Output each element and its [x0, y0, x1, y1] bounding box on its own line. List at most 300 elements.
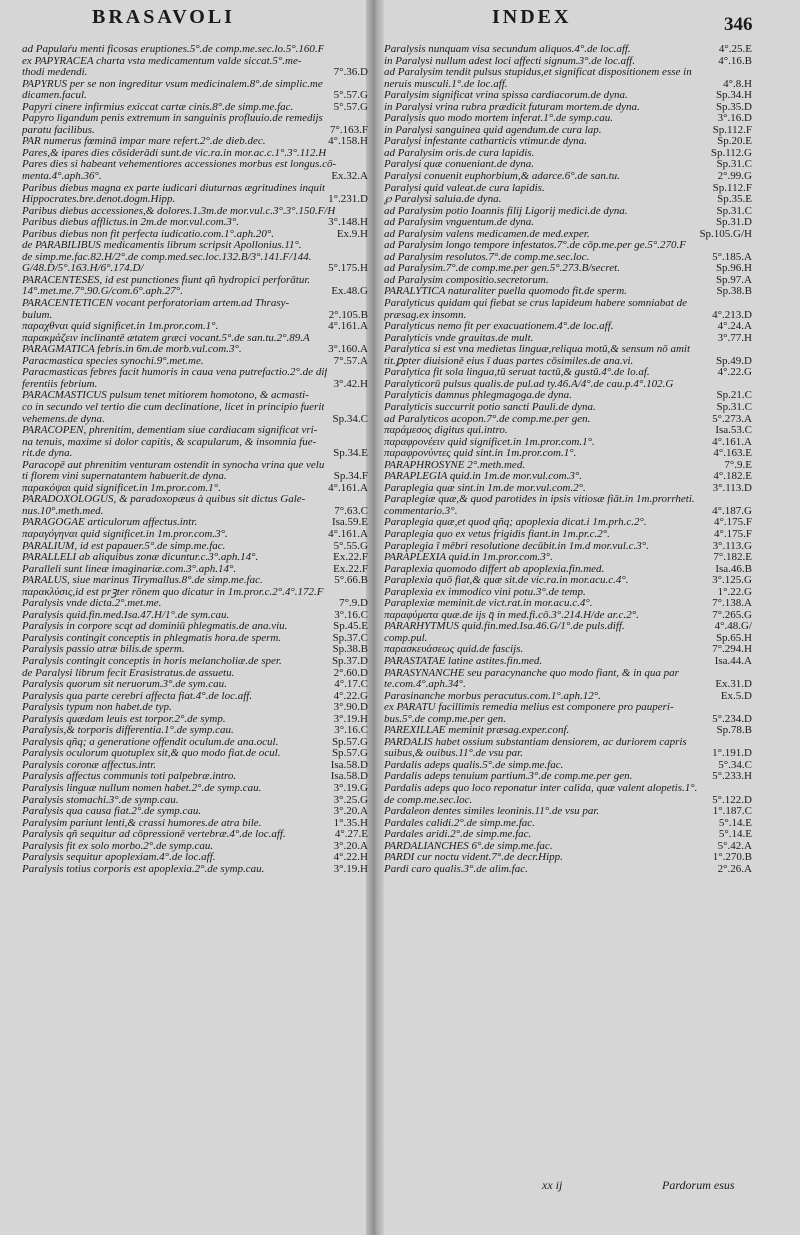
index-entry — [384, 217, 752, 229]
running-head-left: BRASAVOLI — [92, 6, 235, 28]
entry-text: Paribus diebus accessiones,& dolores.1.3m.de mor.vul.c.3°.3°.150.F/H — [22, 205, 336, 217]
entry-text: παρακλύσις,id est prꝫter rōnem quo dicatur in 1m.pror.c.2°.4°.172.F — [22, 586, 324, 598]
entry-text: PARACMASTICUS pulsum tenet mitiorem homotono, & acmasti- — [22, 390, 309, 402]
entry-text: Paralysis qua causa fiat.2°.de symp.cau. — [22, 806, 202, 818]
entry-text: thodi medendi. — [22, 67, 88, 79]
entry-reference — [748, 344, 752, 356]
entry-reference: Sp.96.H — [715, 263, 752, 275]
index-entry — [384, 206, 752, 218]
index-entry — [22, 795, 368, 807]
index-entry — [384, 864, 752, 876]
entry-reference: Isa.44.A — [714, 655, 752, 667]
entry-text: ti florem vini supernatantem habuerit.de dyna. — [22, 471, 227, 483]
entry-text: paratu facilibus. — [22, 124, 95, 136]
entry-reference: 4°.27.E — [334, 829, 368, 841]
index-entry — [22, 691, 368, 703]
index-entry — [22, 171, 368, 183]
index-entry — [22, 483, 368, 495]
entry-text: PARACENTESES, id est punctiones fiunt qñ hydropici perforātur. — [22, 274, 311, 286]
index-entry — [22, 806, 368, 818]
index-entry — [22, 760, 368, 772]
entry-text: παραγόγηναι quid significet.in 1m.pror.com.3°. — [22, 528, 228, 540]
entry-reference: 4°.22.H — [333, 852, 368, 864]
index-entry — [384, 852, 752, 864]
book-gutter — [366, 0, 384, 1235]
entry-text: Paralysis in corpore scqt ad dominiū phlegmatis.de ana.viu. — [22, 621, 288, 633]
entry-text: Paralysis oculorum quotuplex sit,& quo modo fiat.de ocul. — [22, 748, 281, 760]
entry-text: παράμεσος digitus qui.intro. — [384, 425, 508, 437]
entry-text: suibus,& ouibus.11°.de vsu par. — [384, 748, 523, 760]
entry-text: Paralysis quid.fin.med.Isa.47.H/1°.de sym.cau. — [22, 609, 230, 621]
index-entry — [384, 771, 752, 783]
index-entry — [384, 183, 752, 195]
entry-text: ad Paralysim.7°.de comp.me.per gen.5°.273.B/secret. — [384, 263, 620, 275]
index-entry — [384, 90, 752, 102]
entry-text: Pares dies si habeant vehementiores accessiones morbus est longus.cō- — [22, 159, 337, 171]
entry-text: Paralysi conuenit euphorbium,& adarce.6°.de san.tu. — [384, 171, 620, 183]
entry-text: Paralysis quorum sit neruorum.3°.de sym.cau. — [22, 679, 227, 691]
entry-text: Paraplexia ex immodico vini potu.3°.de temp. — [384, 586, 586, 598]
entry-text: Paralysis fit ex solo morbo.2°.de symp.cau. — [22, 840, 214, 852]
entry-reference: 1°.35.H — [333, 817, 368, 829]
index-entry — [22, 656, 368, 668]
entry-reference: 1°.191.D — [712, 748, 752, 760]
entry-text: Paralleli sunt lineæ imaginariæ.com.3°.aph.14°. — [22, 563, 237, 575]
entry-reference: 4°.22.G — [717, 367, 752, 379]
index-entry — [22, 286, 368, 298]
running-head-right: INDEX — [492, 6, 572, 28]
entry-text: menta.4°.aph.36°. — [22, 171, 102, 183]
index-entry — [384, 760, 752, 772]
index-entry — [22, 564, 368, 576]
entry-reference: 7°.163.F — [329, 124, 368, 136]
index-entry — [22, 310, 368, 322]
entry-text: ad Papulaŕu menti ficosas eruptiones.5°.de comp.me.sec.lo.5°.160.F — [22, 44, 325, 55]
entry-text: ex PARATU facillimis remedia melius est componere pro pauperi- — [384, 702, 674, 714]
entry-text: Paraplegiæ quæ,& quod parotides in ipsis vitiosæ fiāt.in 1m.prorrheti. — [384, 494, 695, 506]
index-entry — [384, 621, 752, 633]
entry-text: Paralysis affectus communis toti palpebræ.intro. — [22, 771, 237, 783]
entry-reference: Sp.31.C — [716, 159, 752, 171]
entry-text: Paralysis quo modo mortem inferat.1°.de symp.cau. — [384, 113, 613, 125]
index-entry — [384, 795, 752, 807]
index-entry — [384, 841, 752, 853]
index-entry — [22, 864, 368, 876]
entry-reference — [748, 379, 752, 391]
entry-reference: Sp.35.E — [717, 194, 752, 206]
entry-reference — [748, 67, 752, 79]
index-entry — [22, 725, 368, 737]
entry-reference: 2°.60.D — [333, 667, 368, 679]
entry-reference: 5°.234.D — [712, 713, 752, 725]
entry-reference: Ex.32.A — [331, 171, 368, 183]
entry-text: Paralysis totius corporis est apoplexia.2°.de symp.cau. — [22, 863, 265, 875]
entry-reference: Sp.34.E — [333, 448, 368, 460]
entry-text: ad Paralysim potio Ioannis filij Ligorij medici.de dyna. — [384, 205, 628, 217]
index-entry — [384, 702, 752, 714]
entry-text: te.com.4°.aph.34°. — [384, 679, 466, 691]
entry-text: de PARABILIBUS medicamentis librum scripsit Apollonius.11°. — [22, 240, 302, 252]
index-entry — [22, 333, 368, 345]
index-entry — [384, 136, 752, 148]
entry-text: præsag.ex insomn. — [384, 309, 467, 321]
entry-text: Paracmastica species synochi.9°.met.me. — [22, 355, 204, 367]
entry-reference: Ex.9.H — [336, 228, 368, 240]
index-entry — [22, 252, 368, 264]
entry-reference — [748, 737, 752, 749]
index-entry — [22, 610, 368, 622]
entry-text: Pardalis adeps qualis.5°.de simp.me.fac. — [384, 759, 564, 771]
index-entry — [22, 206, 368, 218]
page-number: 346 — [724, 14, 753, 35]
entry-reference — [364, 494, 368, 506]
entry-reference: Sp.45.E — [333, 621, 368, 633]
entry-reference: 5°.185.A — [712, 251, 752, 263]
entry-text: Paralysis sequitur apoplexiam.4°.de loc.aff. — [22, 852, 216, 864]
index-entry — [22, 633, 368, 645]
index-entry — [384, 668, 752, 680]
entry-text: in Paralysi sanguinea quid agendum.de cura lap. — [384, 124, 602, 136]
entry-text: na tenuis, maxime si dolor capitis, & scapularum, & insomnia fue- — [22, 436, 317, 448]
index-entry — [384, 310, 752, 322]
entry-reference: 7°.265.G — [712, 609, 752, 621]
entry-reference: 5°.34.C — [718, 759, 752, 771]
index-entry — [384, 344, 752, 356]
entry-reference: Isa.46.B — [715, 563, 752, 575]
entry-text: Paraplexia quomodo differt ab apoplexia.fin.med. — [384, 563, 605, 575]
index-entry — [22, 575, 368, 587]
index-entry — [384, 390, 752, 402]
index-entry — [22, 748, 368, 760]
entry-reference: Sp.49.D — [715, 355, 752, 367]
entry-reference — [364, 390, 368, 402]
entry-text: Paribus diebus non fit perfecta iudicatio.com.1°.aph.20°. — [22, 228, 274, 240]
entry-text: Paraplegia quæ,et quod qñq; apoplexia dicat.i 1m.prh.c.2°. — [384, 517, 647, 529]
entry-text: Paralyticorū pulsus qualis.de pul.ad ty.46.A/4°.de cau.p.4°.102.G — [384, 378, 674, 390]
entry-reference: 5°.233.H — [712, 771, 752, 783]
entry-reference: Isa.58.D — [330, 771, 368, 783]
entry-reference: 4°.213.D — [712, 309, 752, 321]
index-entry — [22, 668, 368, 680]
entry-reference: Sp.31.C — [716, 205, 752, 217]
index-entry — [384, 679, 752, 691]
entry-reference: 3°.77.H — [717, 332, 752, 344]
entry-text: PARASYNANCHE seu paracynanche quo modo fiant, & in qua par — [384, 667, 679, 679]
entry-text: Parasinanche morbus peracutus.com.1°.aph.12°. — [384, 690, 601, 702]
entry-text: Paralysis typum non habet.de typ. — [22, 702, 172, 714]
index-entry — [22, 321, 368, 333]
index-entry — [22, 148, 368, 160]
entry-text: tit.ꝑpter diuisionē eius ī duas partes cōsimiles.de ana.vi. — [384, 355, 634, 367]
index-entry — [22, 448, 368, 460]
entry-reference: 4°.16.B — [718, 55, 752, 67]
index-entry — [384, 148, 752, 160]
entry-text: παρακμάζειν inclinantē ætatem græci vocant.5°.de san.tu.2°.89.A — [22, 332, 310, 344]
entry-text: PARDALIS habet ossium substantiam densiorem, ac duriorem capris — [384, 736, 687, 748]
entry-reference: 4°.17.C — [334, 679, 368, 691]
index-entry — [22, 194, 368, 206]
entry-text: Paraplegia ī mēbri resolutione decūbit.in 1m.d mor.vul.c.3°. — [384, 540, 649, 552]
entry-reference: Ex.5.D — [720, 690, 752, 702]
entry-reference: 5°.55.G — [333, 540, 368, 552]
index-entry — [384, 252, 752, 264]
entry-reference: 2°.26.A — [717, 863, 752, 875]
entry-text: ad Paralysim valens medicamen.de med.exper. — [384, 228, 590, 240]
entry-text: bulum. — [22, 309, 53, 321]
entry-text: Paralysis nunquam visa secundum aliquos.4°.de loc.aff. — [384, 44, 631, 55]
entry-reference: Isa.59.E — [331, 517, 368, 529]
entry-reference: 4°.175.F — [713, 517, 752, 529]
entry-text: Paralyticus quidam qui fiebat se crus lapideum habere somniabat de — [384, 298, 687, 310]
index-entry — [384, 598, 752, 610]
index-entry — [22, 217, 368, 229]
entry-reference: Sp.21.C — [716, 390, 752, 402]
index-entry — [22, 737, 368, 749]
index-entry — [22, 229, 368, 241]
entry-text: rit.de dyna. — [22, 448, 73, 460]
entry-text: PARAGOGAE articulorum affectus.intr. — [22, 517, 198, 529]
entry-reference: 4°.22.G — [333, 690, 368, 702]
entry-text: Pares,& ipares dies cōsiderādi sunt.de vic.ra.in mor.ac.c.1°.3°.112.H — [22, 147, 327, 159]
index-entry — [22, 263, 368, 275]
entry-reference: 3°.16.C — [334, 725, 368, 737]
index-entry — [22, 136, 368, 148]
entry-reference: 5°.14.E — [718, 829, 752, 841]
entry-text: Hippocrates.bre.denot.dogm.Hipp. — [22, 194, 176, 206]
index-entry — [384, 633, 752, 645]
entry-reference: Sp.112.F — [712, 124, 752, 136]
entry-text: Pardalis adeps tenuium partium.3°.de comp.me.per gen. — [384, 771, 633, 783]
index-entry — [22, 159, 368, 171]
index-entry — [384, 229, 752, 241]
entry-reference: 3°.148.H — [328, 217, 368, 229]
entry-reference: 5°.273.A — [712, 413, 752, 425]
entry-text: vehemens.de dyna. — [22, 413, 105, 425]
entry-text: PARAGMATICA febris.in 6m.de morb.vul.com.3°. — [22, 344, 242, 356]
entry-text: PARALYTICA naturaliter puella quomodo fit.de sperm. — [384, 286, 627, 298]
entry-reference: Sp.34.C — [332, 413, 368, 425]
entry-text: Paralysis,& torporis differentia.1°.de symp.cau. — [22, 725, 234, 737]
entry-text: PARALUS, siue marinus Tirymallus.8°.de simp.me.fac. — [22, 575, 263, 587]
entry-reference: 4°.161.A — [712, 436, 752, 448]
entry-reference: 4°.182.E — [713, 471, 752, 483]
entry-reference: 3°.90.D — [333, 702, 368, 714]
entry-reference — [364, 275, 368, 287]
entry-reference: 4°.175.F — [713, 528, 752, 540]
entry-reference — [364, 252, 368, 264]
index-entry — [22, 183, 368, 195]
index-entry — [22, 414, 368, 426]
index-entry — [22, 344, 368, 356]
entry-reference — [364, 44, 368, 56]
entry-text: in Paralysi nullum adest loci affecti signum.3°.de loc.aff. — [384, 55, 635, 67]
entry-reference: 7°.182.E — [713, 552, 752, 564]
index-entry — [22, 818, 368, 830]
entry-reference: 5°.122.D — [712, 794, 752, 806]
entry-reference: Ex.22.F — [333, 563, 368, 575]
entry-reference: 1°.270.B — [712, 852, 752, 864]
index-entry — [384, 460, 752, 472]
index-entry — [384, 194, 752, 206]
entry-reference: Sp.38.B — [716, 286, 752, 298]
entry-reference — [748, 240, 752, 252]
entry-reference: Sp.97.A — [715, 274, 752, 286]
index-entry — [384, 714, 752, 726]
index-entry — [384, 471, 752, 483]
entry-reference: 4°.161.A — [328, 321, 368, 333]
entry-text: bus.5°.de comp.me.per gen. — [384, 713, 507, 725]
entry-text: παρακόψαι quid significet.in 1m.pror.com.1°. — [22, 482, 221, 494]
entry-reference: 4°.161.A — [328, 482, 368, 494]
entry-reference: 4°.163.E — [713, 448, 752, 460]
entry-reference: 3°.19.G — [333, 783, 368, 794]
index-entry — [22, 517, 368, 529]
index-entry — [384, 125, 752, 137]
entry-reference: 7°.57.A — [333, 355, 368, 367]
entry-reference: Sp.78.B — [716, 725, 752, 737]
entry-reference: 5°.57.G — [333, 101, 368, 113]
index-entry — [384, 587, 752, 599]
entry-reference: Sp.20.E — [717, 136, 752, 148]
entry-reference — [748, 668, 752, 680]
entry-text: Paralysis qñq; a generatione offendit oculum.de ana.ocul. — [22, 736, 279, 748]
entry-reference — [364, 206, 368, 218]
entry-text: Paralysis coronæ affectus.intr. — [22, 759, 157, 771]
entry-text: ad Paralysim compositio.secretorum. — [384, 274, 549, 286]
entry-text: PAR numerus fœminā impar mare refert.2°.de dieb.dec. — [22, 136, 266, 148]
index-entry — [22, 79, 368, 91]
entry-text: ad Paralysim resolutos.7°.de comp.me.sec.loc. — [384, 251, 590, 263]
entry-reference: 7°.138.A — [712, 598, 752, 610]
entry-text: PARASTATAE latine astites.fin.med. — [384, 655, 543, 667]
entry-reference: 2°.99.G — [717, 171, 752, 183]
entry-reference: 5°.42.A — [717, 840, 752, 852]
index-entry — [384, 321, 752, 333]
entry-reference: 5°.66.B — [334, 575, 368, 587]
entry-text: Paralysis qñ sequitur ad cōpressionē vertebræ.4°.de loc.aff. — [22, 829, 286, 841]
entry-text: παραφρονύντες quid sint.in 1m.pror.com.1°. — [384, 448, 577, 460]
entry-reference: 3°.160.A — [328, 344, 368, 356]
entry-text: Paralyticis damnus phlegmagoga.de dyna. — [384, 390, 572, 402]
entry-reference: 3°.113.G — [712, 540, 752, 552]
entry-reference: Isa.58.D — [330, 759, 368, 771]
index-entry — [384, 610, 752, 622]
index-entry — [22, 44, 368, 56]
entry-text: neruis musculi.1°.de loc.aff. — [384, 78, 508, 90]
index-entry — [384, 402, 752, 414]
index-entry — [384, 541, 752, 553]
index-entry — [384, 806, 752, 818]
index-entry — [22, 275, 368, 287]
index-entry — [22, 367, 368, 379]
index-entry — [384, 333, 752, 345]
catchword: Pardorum esus — [662, 1178, 735, 1192]
entry-text: Paralysis linguæ nullum nomen habet.2°.de symp.cau. — [22, 783, 262, 794]
entry-text: PAPYRUS per se non ingreditur vsum medicinalem.8°.de simplic.me — [22, 78, 323, 90]
entry-reference: Sp.37.D — [331, 655, 368, 667]
entry-reference: 7°.36.D — [333, 67, 368, 79]
entry-text: ad Paralyticos acopon.7°.de comp.me.per gen. — [384, 413, 591, 425]
index-entry — [384, 263, 752, 275]
index-entry — [384, 644, 752, 656]
entry-text: Paralysis stomachi.3°.de symp.cau. — [22, 794, 179, 806]
index-entry — [384, 691, 752, 703]
index-entry — [384, 102, 752, 114]
index-entry — [384, 286, 752, 298]
index-entry — [22, 402, 368, 414]
entry-text: Papyri cinere infirmius exiccat cartæ cinis.8°.de simp.me.fac. — [22, 101, 294, 113]
entry-reference: 4°.8.H — [723, 78, 752, 90]
entry-text: PAREXILLAE meminit præsag.exper.conf. — [384, 725, 570, 737]
entry-text: dicamen.facul. — [22, 90, 87, 102]
index-entry — [384, 494, 752, 506]
index-entry — [384, 829, 752, 841]
entry-reference: 4°.161.A — [328, 528, 368, 540]
entry-text: ad Paralysim tendit pulsus stupidus,et significat dispositionem esse in — [384, 67, 692, 79]
entry-reference — [364, 367, 368, 379]
entry-reference: 3°.16.D — [717, 113, 752, 125]
index-entry — [384, 67, 752, 79]
entry-reference: 2°.105.B — [328, 309, 368, 321]
entry-text: Paralysis qua parte cerebri affecta fiat.4°.de loc.aff. — [22, 690, 253, 702]
entry-reference — [364, 56, 368, 68]
entry-reference: 4°.25.E — [718, 44, 752, 55]
index-entry — [384, 425, 752, 437]
entry-reference: 4°.48.G/ — [714, 621, 752, 633]
entry-reference — [748, 783, 752, 795]
entry-text: Paralysi infestante catharticis vtimur.de dyna. — [384, 136, 587, 148]
entry-reference: Sp.57.G — [331, 736, 368, 748]
entry-reference: 4°.187.G — [712, 505, 752, 517]
entry-text: de Paralysi librum fecit Erasistratus.de assuetu. — [22, 667, 235, 679]
entry-reference — [364, 298, 368, 310]
index-entry — [22, 240, 368, 252]
entry-text: Paralysis contingit conceptis in phlegmatis hora.de sperm. — [22, 632, 282, 644]
entry-text: Paralysis contingit conceptis in horis melancholiæ.de sper. — [22, 655, 282, 667]
index-entry — [384, 748, 752, 760]
entry-reference — [364, 402, 368, 414]
entry-reference: 3°.25.G — [333, 794, 368, 806]
index-entry — [22, 598, 368, 610]
entry-text: Paralysim pariunt lenti,& crassi humores.de atra bile. — [22, 817, 262, 829]
entry-text: Paralysi quid valeat.de cura lapidis. — [384, 182, 545, 194]
entry-reference: 1°.187.C — [712, 806, 752, 818]
entry-reference: 5°.14.E — [718, 817, 752, 829]
index-entry — [22, 437, 368, 449]
entry-text: PARALLELI ab aliquibus zonæ dicuntur.c.3°.aph.14°. — [22, 552, 259, 564]
index-entry — [384, 483, 752, 495]
entry-text: Papyro ligandum penis extremum in sanguinis profluuio.de remedijs — [22, 113, 323, 125]
index-entry — [384, 506, 752, 518]
entry-text: Paralyticis vnde grauitas.de mult. — [384, 332, 534, 344]
entry-text: PARAPHROSYNE 2°.meth.med. — [384, 459, 526, 471]
entry-reference: 3°.19.H — [333, 713, 368, 725]
entry-text: Paralytica si est vna medietas linguæ,reliqua motū,& sensum nō amit — [384, 344, 691, 356]
index-entry — [22, 841, 368, 853]
index-entry — [22, 425, 368, 437]
entry-text: nus.10°.meth.med. — [22, 505, 104, 517]
index-entry — [22, 829, 368, 841]
index-entry — [22, 621, 368, 633]
entry-text: PARALIUM, id est papauer.5°.de simp.me.fac. — [22, 540, 226, 552]
entry-reference: 3°.42.H — [333, 378, 368, 390]
index-entry — [22, 298, 368, 310]
entry-text: PARDALIANCHES 6°.de simp.me.fac. — [384, 840, 553, 852]
entry-text: PARACENTETICEN vocant perforatoriam artem.ad Thrasy- — [22, 298, 290, 310]
index-entry — [384, 159, 752, 171]
entry-text: Paralysim significat vrina spissa cardiacorum.de dyna. — [384, 90, 628, 102]
index-entry — [384, 44, 752, 56]
